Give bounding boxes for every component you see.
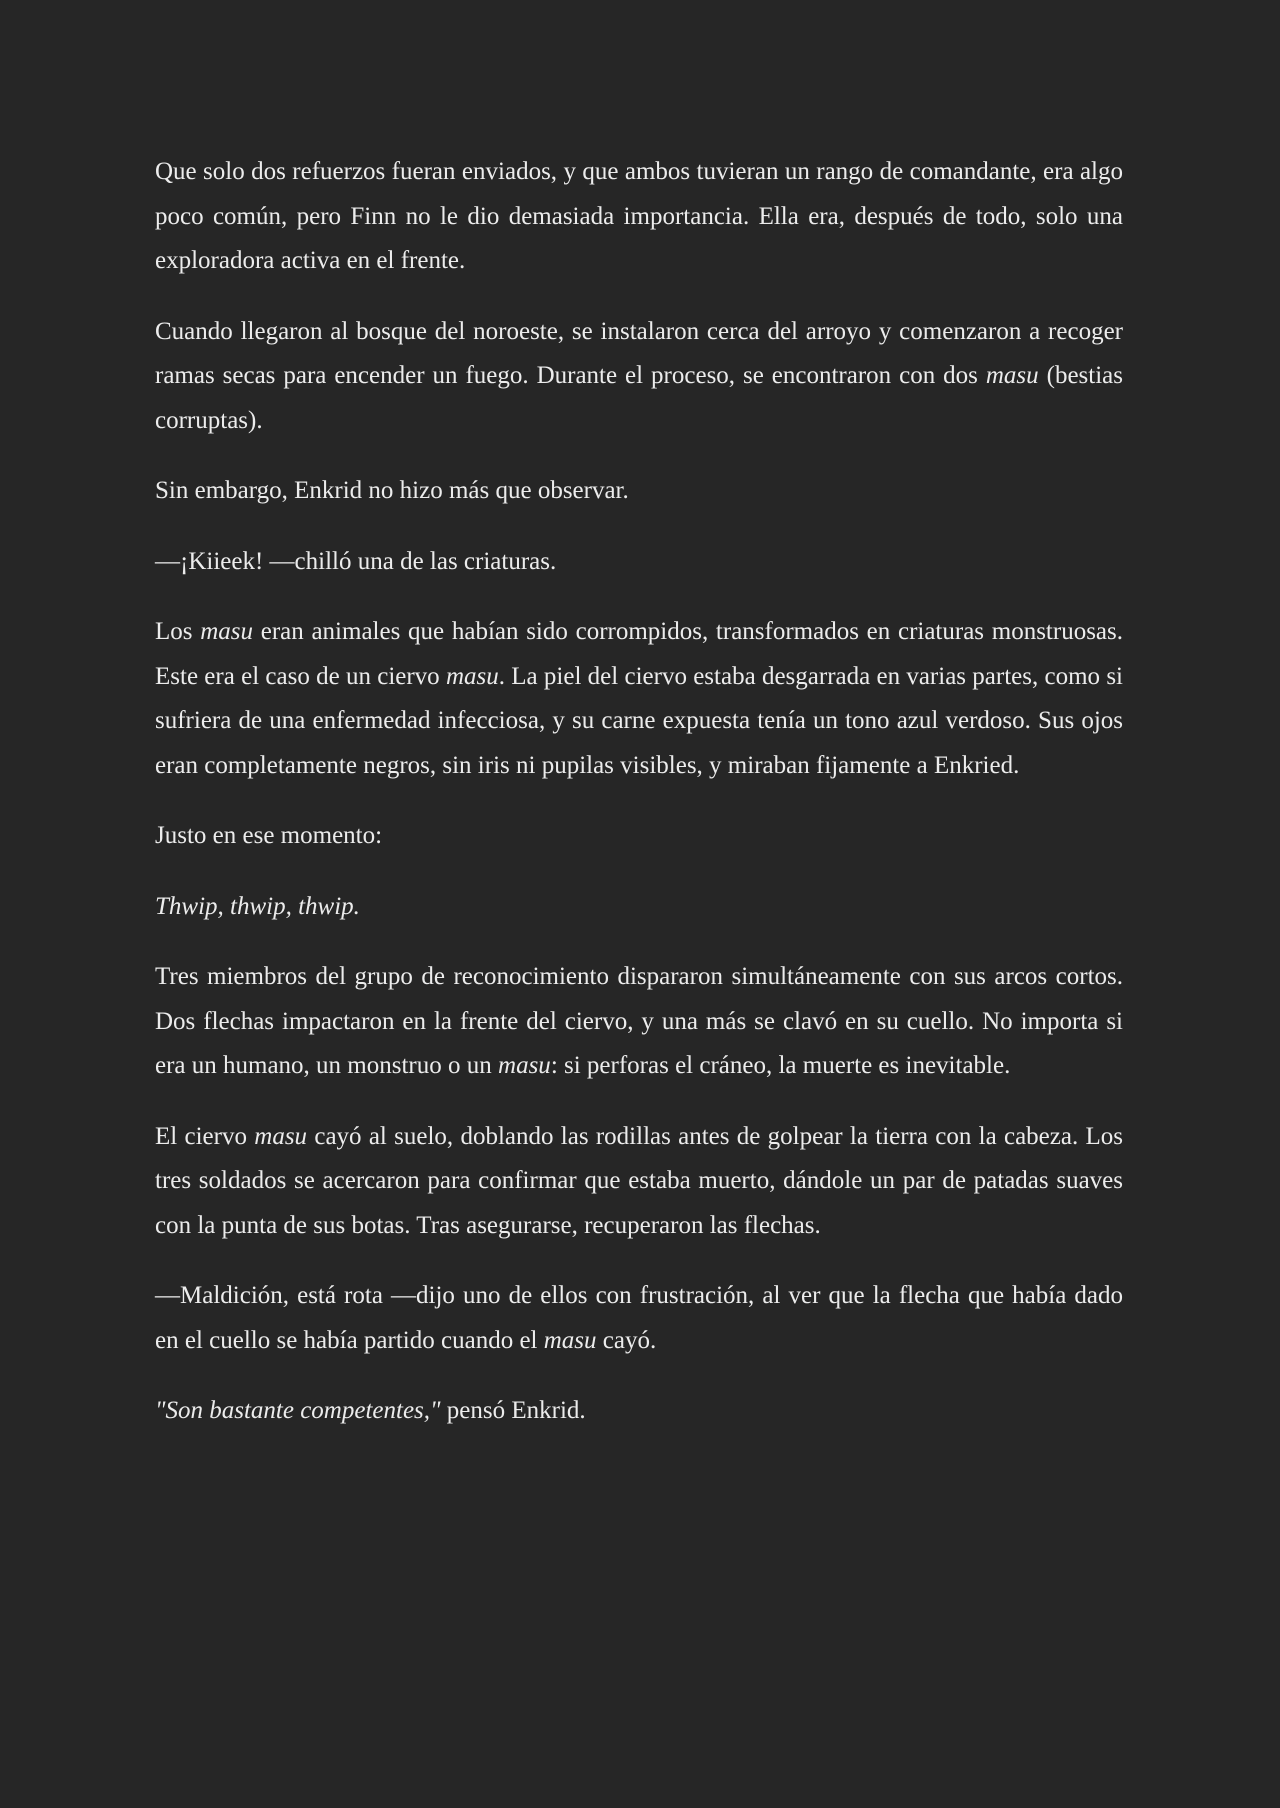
italic-text-segment: masu (543, 1326, 597, 1354)
text-segment: Los (155, 618, 201, 645)
italic-text-segment: masu (498, 1052, 551, 1079)
paragraph (155, 310, 1123, 444)
paragraph (155, 885, 1123, 930)
paragraph (155, 1115, 1123, 1249)
italic-text-segment: masu (985, 362, 1039, 389)
reader-page (155, 150, 1123, 1434)
italic-text-segment: masu (445, 662, 499, 690)
text-segment: Sin embargo, Enkrid no hizo más que observar. (155, 477, 629, 504)
paragraph (155, 1274, 1123, 1363)
italic-text-segment: masu (254, 1122, 308, 1150)
text-segment: —Maldición, está rota —dijo uno de ellos con frustración, al ver que la flecha que había dado en el cuello se había partido cuando el (155, 1282, 1123, 1354)
text-segment: eran animales que habían sido corrompidos, transformados en criaturas monstruosas. Este era el caso de un ciervo (155, 618, 1123, 690)
paragraph (155, 814, 1123, 859)
paragraph (155, 1389, 1123, 1434)
text-segment: Justo en ese momento: (155, 822, 383, 849)
text-segment: . La piel del ciervo estaba desgarrada en varias partes, como si sufriera de una enfermedad infecciosa, y su carne expuesta tenía un tono azul verdoso. Sus ojos eran completamente negros, sin iris ni pupilas visibles, y miraban fijamente a Enkried. (155, 662, 1123, 779)
text-segment: : si perforas el cráneo, la muerte es inevitable. (550, 1052, 1011, 1079)
text-segment: Tres miembros del grupo de reconocimiento dispararon simultáneamente con sus arcos cortos. Dos flechas impactaron en la frente del ciervo, y una más se clavó en su cuello. No importa si era un humano, un monstruo o un (155, 963, 1123, 1079)
paragraph (155, 955, 1123, 1089)
text-segment: —¡Kiieek! —chilló una de las criaturas. (155, 547, 557, 575)
text-segment: Que solo dos refuerzos fueran enviados, y que ambos tuvieran un rango de comandante, era algo poco común, pero Finn no le dio demasiada importancia. Ella era, después de todo, solo una exploradora activa en el frente. (155, 158, 1123, 274)
paragraph (155, 610, 1123, 788)
text-segment: (bestias corruptas). (155, 362, 1123, 434)
paragraph (155, 469, 1123, 514)
italic-text-segment: masu (200, 618, 254, 645)
text-segment: cayó al suelo, doblando las rodillas antes de golpear la tierra con la cabeza. Los tres soldados se acercaron para confirmar que estaba muerto, dándole un par de patadas suaves con la punta de sus botas. Tras asegurarse, recuperaron las flechas. (155, 1122, 1123, 1239)
italic-text-segment: "Son bastante competentes," (155, 1397, 441, 1424)
text-segment: El ciervo (155, 1122, 255, 1150)
text-segment: Cuando llegaron al bosque del noroeste, se instalaron cerca del arroyo y comenzaron a recoger ramas secas para encender un fuego. Durante el proceso, se encontraron con dos (155, 317, 1123, 389)
text-segment: pensó Enkrid. (440, 1397, 586, 1424)
text-segment: cayó. (596, 1326, 657, 1354)
paragraph (155, 540, 1123, 585)
paragraph (155, 150, 1123, 284)
italic-text-segment: Thwip, thwip, thwip. (155, 892, 360, 920)
